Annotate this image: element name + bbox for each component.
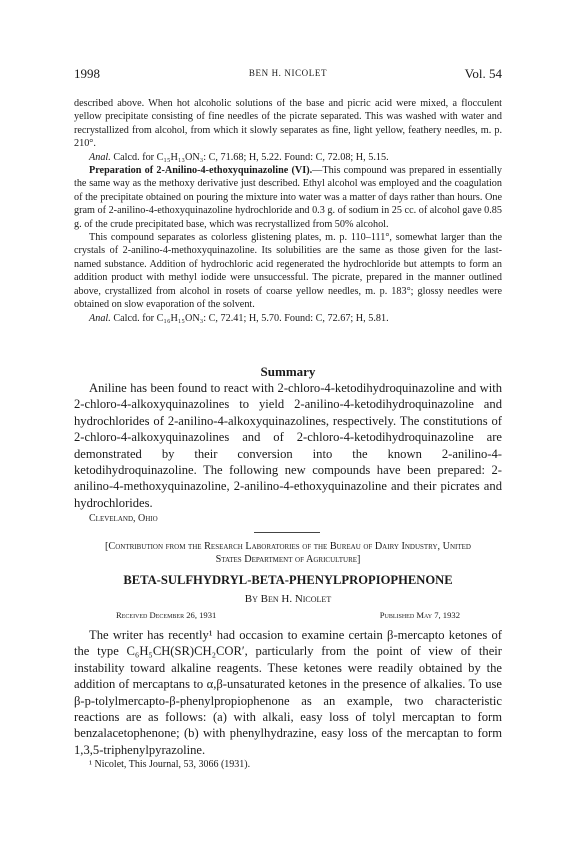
received-date: Received December 26, 1931 <box>116 610 217 620</box>
running-author: BEN H. NICOLET <box>248 68 328 78</box>
anal-values: Calcd. for C₁₅H₁₃ON₃: C, 71.68; H, 5.22. Found: C, 72.08; H, 5.15. <box>113 151 389 163</box>
summary-heading: Summary <box>260 364 316 379</box>
analysis-line-1 <box>74 151 502 164</box>
dates-line <box>74 609 502 622</box>
summary-text: Aniline has been found to react with 2-chloro-4-ketodihydroquinazoline and with 2-chloro-4-alkoxyquinazolines to yield 2-anilino-4-ketodihydroquinazoline and hydrochlorides of 2-anilino-4-alkoxyquinazolines, respectively. The constitutions of 2-chloro-4-alkoxyquinazolines and of 2-chloro-4-ketodihydroquinazoline are demonstrated by their conversion into the known 2-anilino-4-ketodihydroquinazoline. The following new compounds have been prepared: 2-anilino-4-methoxyquinazoline, 2-anilino-4-ethoxyquinazoline and their picrates and hydrochlorides. <box>74 381 502 510</box>
new-article <box>74 540 502 772</box>
volume-label: Vol. 54 <box>464 66 502 81</box>
analysis-line-2 <box>74 312 502 325</box>
running-header <box>74 66 502 82</box>
preparation-paragraph <box>74 164 502 231</box>
byline: By Ben H. Nicolet <box>244 593 332 605</box>
preparation-heading: Preparation of 2-Anilino-4-ethoxyquinazoline (VI). <box>89 165 313 177</box>
location-line: Cleveland, Ohio <box>89 513 158 525</box>
section-divider <box>254 532 320 533</box>
article-body: The writer has recently¹ had occasion to examine certain β-mercapto ketones of the type C₆H₅CH(SR)CH₂COR′, particularly from the point of view of their instability toward alkaline reagents. These ketones were readily obtained by the addition of mercaptans to α,β-unsaturated ketones in the presence of alkalies. To use β-p-tolylmercapto-β-phenylpropiophenone as an example, two characteristic reactions are as follows: (a) with alkali, easy loss of tolyl mercaptan to form benzalacetophenone; (b) with phenylhydrazine, easy loss of the mercaptan to form 1,3,5-triphenylpyrazoline. <box>74 628 502 757</box>
anal-label: Anal. <box>89 312 111 324</box>
article-title: BETA-SULFHYDRYL-BETA-PHENYLPROPIOPHENONE <box>123 573 453 587</box>
contribution-note: [Contribution from the Research Laboratories of the Bureau of Dairy Industry, United States Department of Agriculture] <box>105 541 471 565</box>
summary-section <box>74 364 502 526</box>
footnote: ¹ Nicolet, This Journal, 53, 3066 (1931). <box>89 759 251 771</box>
continuation-section <box>74 97 502 325</box>
properties-paragraph: This compound separates as colorless glistening plates, m. p. 110–111°, somewhat larger than the crystals of 2-anilino-4-methoxyquinazoline. Its solubilities are the same as those given for the last-named substance. Addition of hydrochloric acid regenerated the hydrochloride but attempts to form an addition product with methyl iodide were unsuccessful. The picrate, prepared in the manner outlined above, crystallized from alcohol in rosets of coarse yellow needles, m. p. 183°; glossy needles were obtained on slow evaporation of the solvent. <box>74 232 502 311</box>
anal-label: Anal. <box>89 151 111 163</box>
anal-values: Calcd. for C₁₆H₁₅ON₃: C, 72.41; H, 5.70. Found: C, 72.67; H, 5.81. <box>113 312 389 324</box>
picrate-paragraph: described above. When hot alcoholic solutions of the base and picric acid were mixed, a flocculent yellow precipitate consisting of fine needles of the picrate separated. This was washed with water and recrystallized from alcohol, from which it slowly separates as fine, light yellow, feathery needles, m. p. 210°. <box>74 98 502 150</box>
published-date: Published May 7, 1932 <box>379 610 460 620</box>
preparation-text: —This compound was prepared in essentially the same way as the methoxy derivative just described. Ethyl alcohol was employed and the coagulation of the precipitate obtained on pouring the mixture into water was a matter of days rather than hours. One gram of 2-anilino-4-ethoxyquinazoline hydrochloride and 0.3 g. of sodium in 25 cc. of alcohol gave 0.85 g. of the crude precipitated base, which was recrystallized from 50% alcohol. <box>74 165 502 230</box>
page-number: 1998 <box>74 66 100 81</box>
